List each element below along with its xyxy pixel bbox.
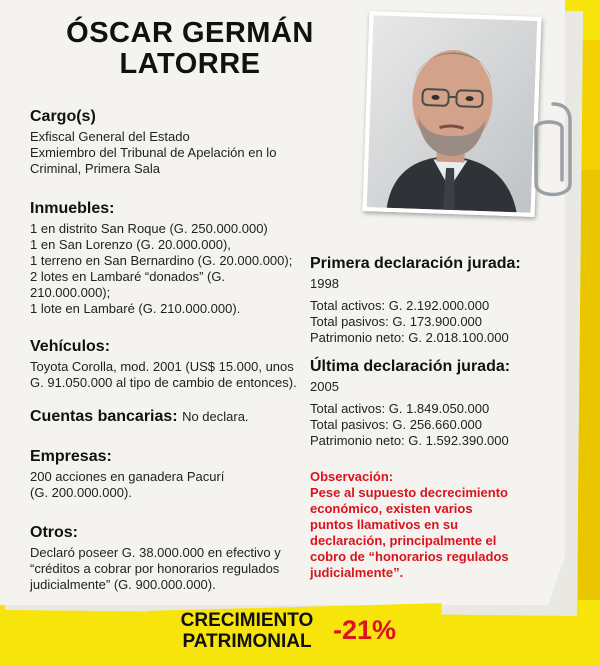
otros-text [30,545,300,593]
vehiculos-heading: Vehículos: [30,338,111,355]
empresas-line: (G. 200.000.000). [30,485,132,500]
observacion-line: cobro de “honorarios regulados [310,549,509,564]
portrait-illustration [367,15,538,213]
cargos-line: Criminal, Primera Sala [30,161,161,176]
crecimiento-label-line-1: CRECIMIENTO [180,610,314,631]
empresas-section [30,448,300,501]
paperclip-icon [528,100,578,210]
primera-heading: Primera declaración jurada: [310,255,521,272]
primera-pasivos: Total pasivos: G. 173.900.000 [310,314,483,329]
name-line-1: ÓSCAR GERMÁN [66,17,314,49]
folder-edge [578,170,600,600]
inmuebles-heading: Inmuebles: [30,200,115,217]
ultima-year: 2005 [310,379,339,394]
ultima-heading: Última declaración jurada: [310,358,511,375]
vehiculos-line: G. 91.050.000 al tipo de cambio de entonces). [30,375,297,390]
inmuebles-line: 1 lote en Lambaré (G. 210.000.000). [30,301,241,316]
primera-text [310,276,550,346]
observacion-label: Observación: [310,469,394,484]
ultima-neto: Patrimonio neto: G. 1.592.390.000 [310,433,509,448]
cuentas-section [30,408,300,426]
observacion-line: declaración, principalmente el [310,533,497,548]
empresas-heading: Empresas: [30,448,112,465]
observacion-line: judicialmente”. [310,565,404,580]
cargos-line: Exmiembro del Tribunal de Apelación en lo [30,145,277,160]
observacion-note [310,469,530,581]
name-line-2: LATORRE [119,48,261,80]
ultima-activos: Total activos: G. 1.849.050.000 [310,401,490,416]
cargos-section [30,108,300,177]
inmuebles-line: 210.000.000); [30,285,111,300]
ultima-pasivos: Total pasivos: G. 256.660.000 [310,417,483,432]
crecimiento-value: -21% [333,615,397,645]
inmuebles-line: 1 en distrito San Roque (G. 250.000.000) [30,221,268,236]
otros-heading: Otros: [30,524,78,541]
inmuebles-line: 1 terreno en San Bernardino (G. 20.000.000); [30,253,293,268]
otros-section [30,524,300,593]
inmuebles-section [30,200,300,317]
observacion-line: puntos llamativos en su [310,517,459,532]
cuentas-heading: Cuentas bancarias: [30,408,178,425]
otros-line: “créditos a cobrar por honorarios regulados [30,561,280,576]
primera-year: 1998 [310,276,339,291]
primera-neto: Patrimonio neto: G. 2.018.100.000 [310,330,509,345]
inmuebles-text [30,221,300,317]
vehiculos-line: Toyota Corolla, mod. 2001 (US$ 15.000, unos [30,359,294,374]
ultima-text [310,379,550,449]
primera-declaracion [310,255,550,346]
portrait-photo [363,11,542,217]
ultima-declaracion [310,358,550,449]
otros-line: Declaró poseer G. 38.000.000 en efectivo y [30,545,281,560]
vehiculos-section [30,338,300,391]
observacion-line: económico, existen varios [310,501,473,516]
observacion-line: Pese al supuesto decrecimiento [310,485,508,500]
crecimiento-label [172,610,322,652]
empresas-line: 200 acciones en ganadera Pacurí [30,469,225,484]
cargos-line: Exfiscal General del Estado [30,129,190,144]
vehiculos-text [30,359,300,391]
inmuebles-line: 1 en San Lorenzo (G. 20.000.000), [30,237,231,252]
otros-line: judicialmente” (G. 900.000.000). [30,577,216,592]
primera-activos: Total activos: G. 2.192.000.000 [310,298,490,313]
cargos-text [30,129,300,177]
person-name [40,18,340,80]
inmuebles-line: 2 lotes en Lambaré “donados” (G. [30,269,226,284]
cargos-heading: Cargo(s) [30,108,96,125]
crecimiento-label-line-2: PATRIMONIAL [182,631,312,652]
empresas-text [30,469,300,501]
cuentas-value: No declara. [182,409,249,424]
